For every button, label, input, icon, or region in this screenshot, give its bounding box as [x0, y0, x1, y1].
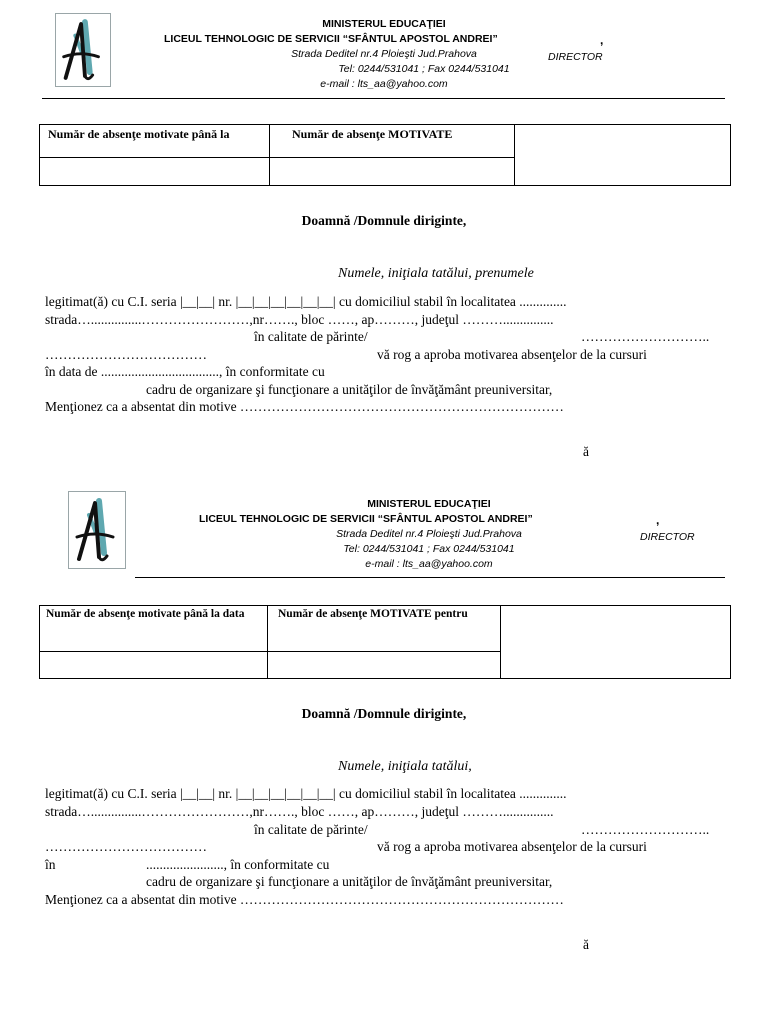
- school-logo: [55, 13, 111, 87]
- parent-role-label: în calitate de părinte/: [254, 329, 368, 344]
- ministry-name: MINISTERUL EDUCAŢIEI: [367, 498, 491, 510]
- date-line: ......................., în conformitate cu: [146, 857, 330, 872]
- reasons-line: Menţionez ca a absentat din motive ………………………………………………………………: [45, 892, 564, 907]
- parent-role-dots: ………………………..: [581, 329, 710, 344]
- parent-role-label: în calitate de părinte/: [254, 822, 368, 837]
- school-address: Strada Deditel nr.4 Ploieşti Jud.Prahova: [291, 48, 477, 60]
- parent-role-dots: ………………………..: [581, 822, 710, 837]
- id-line: legitimat(ă) cu C.I. seria |__|__| nr. |__|__|__|__|__|__| cu domiciliul stabil în localitatea ..............: [45, 786, 567, 801]
- request-text: vă rog a aproba motivarea absenţelor de la cursuri: [377, 347, 647, 362]
- value-cell-motivated-for[interactable]: [268, 652, 501, 679]
- request-text: vă rog a aproba motivarea absenţelor de la cursuri: [377, 839, 647, 854]
- director-comma: ,: [600, 33, 604, 47]
- letter-a-logo-icon: [56, 14, 110, 86]
- id-line: legitimat(ă) cu C.I. seria |__|__| nr. |__|__|__|__|__|__| cu domiciliul stabil în localitatea ..............: [45, 294, 567, 309]
- school-email: e-mail : lts_aa@yahoo.com: [365, 558, 493, 570]
- value-cell-motivated[interactable]: [270, 158, 515, 186]
- school-name: LICEUL TEHNOLOGIC DE SERVICII “SFÂNTUL APOSTOL ANDREI”: [164, 33, 498, 45]
- table-empty-cell: [515, 125, 731, 186]
- date-label: în: [45, 857, 56, 872]
- name-hint: Numele, iniţiala tatălui, prenumele: [338, 266, 534, 281]
- greeting: Doamnă /Domnule diriginte,: [301, 213, 467, 228]
- greeting: Doamnă /Domnule diriginte,: [301, 706, 467, 721]
- school-name: LICEUL TEHNOLOGIC DE SERVICII “SFÂNTUL APOSTOL ANDREI”: [199, 513, 533, 525]
- school-address: Strada Deditel nr.4 Ploieşti Jud.Prahova: [336, 528, 522, 540]
- reasons-line: Menţionez ca a absentat din motive ………………………………………………………………: [45, 399, 564, 414]
- regulation-line: cadru de organizare şi funcţionare a unităţilor de învăţământ preuniversitar,: [146, 874, 553, 889]
- header-divider: [135, 577, 725, 578]
- value-cell-motivated-until-date[interactable]: [40, 652, 268, 679]
- signature-mark: ă: [583, 937, 589, 952]
- address-line: strada…...............……………………,nr……., bloc ……, ap………, judeţul ………...............: [45, 804, 554, 819]
- student-name-dots: ………………………………: [45, 839, 207, 854]
- header-cell-motivated-for: Număr de absenţe MOTIVATE pentru: [268, 606, 501, 652]
- school-phone: Tel: 0244/531041 ; Fax 0244/531041: [343, 543, 515, 555]
- name-hint: Numele, iniţiala tatălui,: [338, 759, 472, 774]
- header-cell-motivated: Număr de absenţe MOTIVATE: [270, 125, 515, 158]
- director-label: DIRECTOR: [640, 531, 695, 543]
- ministry-name: MINISTERUL EDUCAŢIEI: [322, 18, 446, 30]
- table-empty-cell: [501, 606, 731, 679]
- school-phone: Tel: 0244/531041 ; Fax 0244/531041: [338, 63, 510, 75]
- address-line: strada…...............……………………,nr……., bloc ……, ap………, judeţul ………...............: [45, 312, 554, 327]
- absences-table: [39, 605, 731, 679]
- school-header: [185, 497, 673, 572]
- header-cell-motivated-until: Număr de absenţe motivate până la: [40, 125, 270, 158]
- school-logo: [68, 491, 126, 569]
- header-cell-motivated-until-date: Număr de absenţe motivate până la data: [40, 606, 268, 652]
- student-name-dots: ………………………………: [45, 347, 207, 362]
- value-cell-motivated-until[interactable]: [40, 158, 270, 186]
- director-label: DIRECTOR: [548, 51, 603, 63]
- letter-a-logo-icon: [69, 492, 125, 568]
- school-email: e-mail : lts_aa@yahoo.com: [320, 78, 448, 90]
- signature-mark: ă: [583, 444, 589, 459]
- header-divider: [42, 98, 725, 99]
- director-comma: ,: [656, 513, 660, 527]
- absences-table: [39, 124, 731, 186]
- date-line: în data de ..................................., în conformitate cu: [45, 364, 325, 379]
- regulation-line: cadru de organizare şi funcţionare a unităţilor de învăţământ preuniversitar,: [146, 382, 553, 397]
